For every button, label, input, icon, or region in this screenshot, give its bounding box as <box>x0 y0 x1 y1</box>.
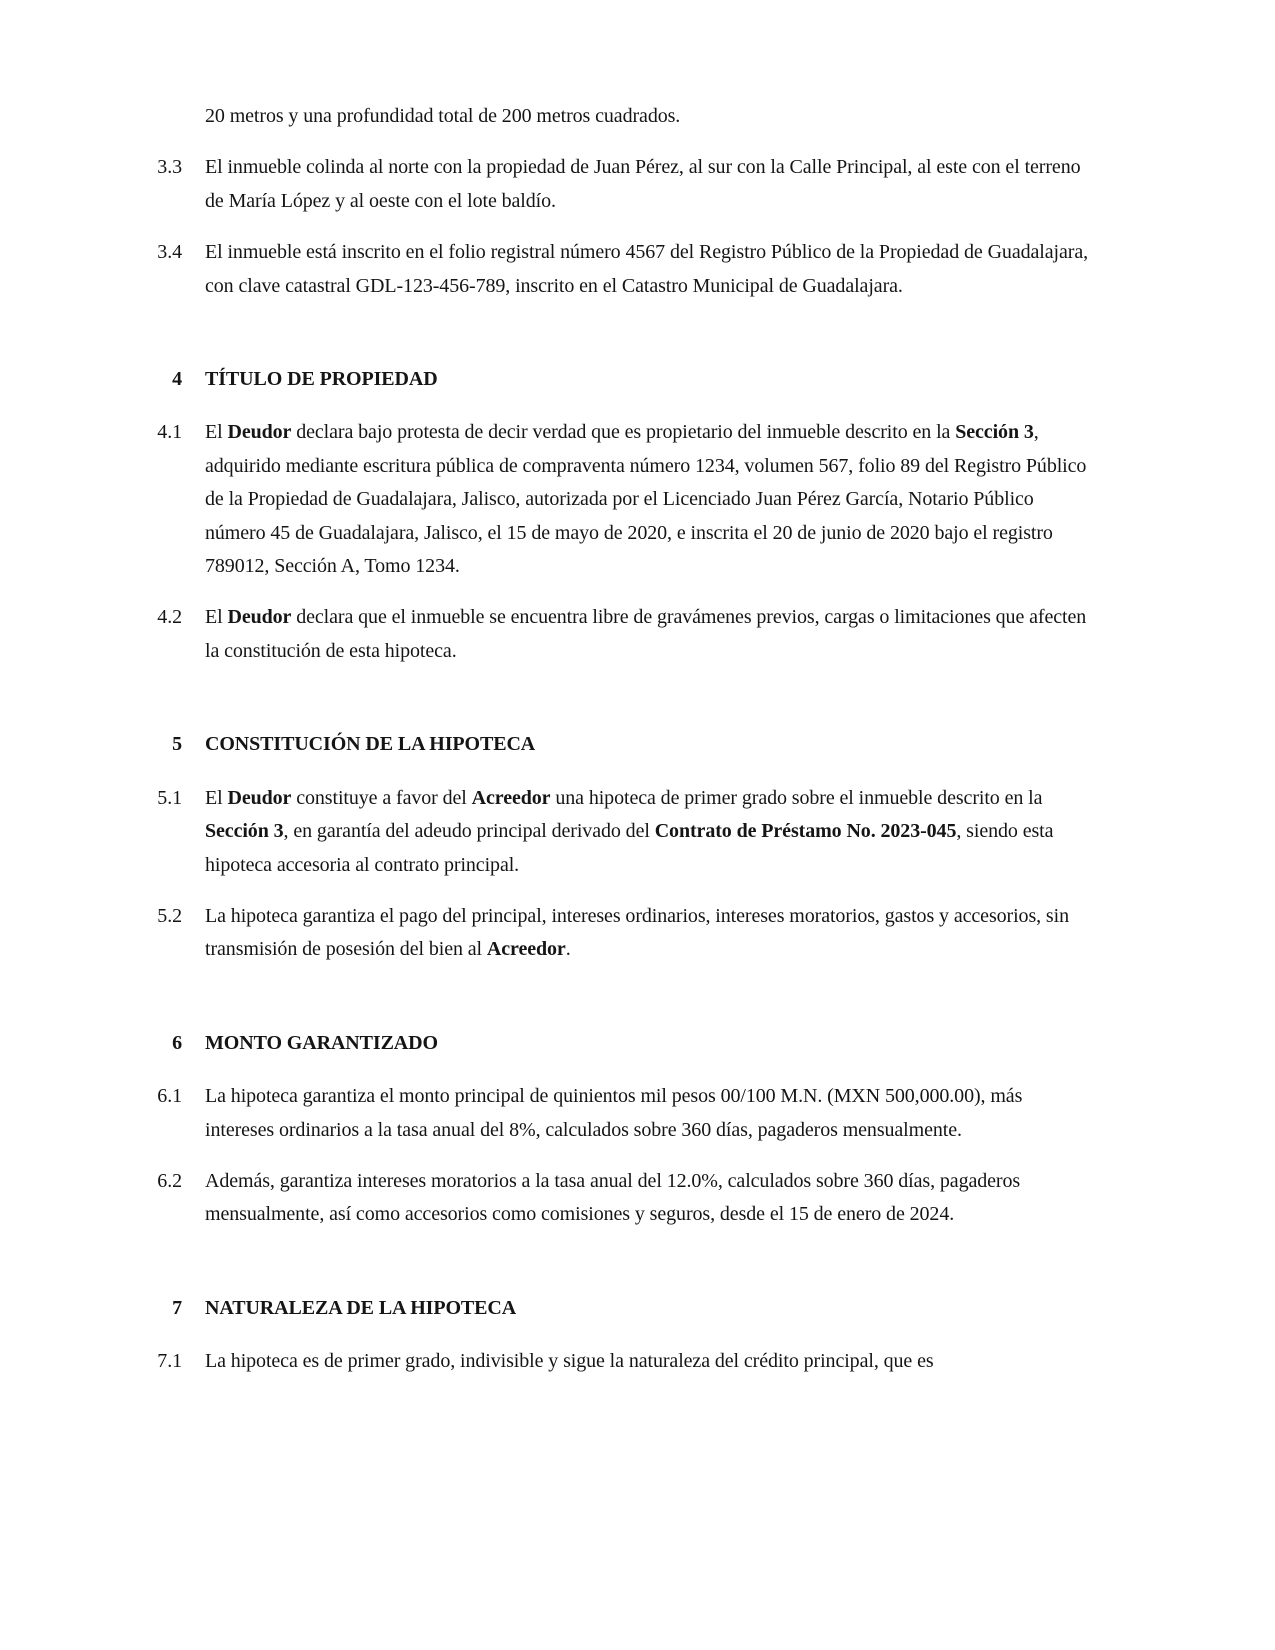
item-number: 7 <box>172 1296 182 1319</box>
clause-6.2 <box>0 1165 1095 1232</box>
item-number: 6.1 <box>157 1085 182 1108</box>
item-number: 4.2 <box>157 606 182 629</box>
item-text: El Deudor declara que el inmueble se encuentra libre de gravámenes previos, cargas o limitaciones que afecten la constitución de esta hipoteca. <box>205 606 1087 662</box>
section-heading-5 <box>0 728 1095 761</box>
item-text: MONTO GARANTIZADO <box>205 1031 438 1054</box>
clause-3.4 <box>0 236 1095 303</box>
clause-4.2 <box>0 601 1095 668</box>
item-text: El Deudor declara bajo protesta de decir verdad que es propietario del inmueble descrito en la Sección 3, adquirido mediante escritura pública de compraventa número 1234, volumen 567, folio 89 del Registro Público de la Propiedad de Guadalajara, Jalisco, autorizada por el Licenciado Juan Pérez García, Notario Público número 45 de Guadalajara, Jalisco, el 15 de mayo de 2020, e inscrita el 20 de junio de 2020 bajo el registro 789012, Sección A, Tomo 1234. <box>205 421 1087 578</box>
item-number: 5 <box>172 733 182 756</box>
section-heading-7 <box>0 1292 1095 1325</box>
item-number: 3.3 <box>157 156 182 179</box>
item-text: La hipoteca garantiza el pago del principal, intereses ordinarios, intereses moratorios, gastos y accesorios, sin transmisión de posesión del bien al Acreedor. <box>205 904 1069 961</box>
section-heading-4 <box>0 363 1095 396</box>
item-number: 5.1 <box>157 786 182 809</box>
item-number: 5.2 <box>157 904 182 927</box>
section-heading-6 <box>0 1027 1095 1060</box>
clause-7.1 <box>0 1345 1095 1378</box>
item-number: 7.1 <box>157 1350 182 1373</box>
document-body <box>0 100 1275 1397</box>
item-number: 3.4 <box>157 241 182 264</box>
item-text: NATURALEZA DE LA HIPOTECA <box>205 1296 517 1319</box>
item-number: 6.2 <box>157 1169 182 1192</box>
item-number: 6 <box>172 1031 182 1054</box>
item-text: Además, garantiza intereses moratorios a la tasa anual del 12.0%, calculados sobre 360 días, pagaderos mensualmente, así como accesorios como comisiones y seguros, desde el 15 de enero de 2024. <box>205 1169 1021 1226</box>
clause-3.3 <box>0 151 1095 218</box>
item-text: El Deudor constituye a favor del Acreedor una hipoteca de primer grado sobre el inmueble descrito en la Sección 3, en garantía del adeudo principal derivado del Contrato de Préstamo No. 2023-045, siendo esta hipoteca accesoria al contrato principal. <box>205 786 1054 876</box>
item-text: La hipoteca garantiza el monto principal de quinientos mil pesos 00/100 M.N. (MXN 500,000.00), más intereses ordinarios a la tasa anual del 8%, calculados sobre 360 días, pagaderos mensualmente. <box>205 1085 1023 1141</box>
item-text: El inmueble colinda al norte con la propiedad de Juan Pérez, al sur con la Calle Principal, al este con el terreno de María López y al oeste con el lote baldío. <box>205 156 1081 212</box>
item-text: El inmueble está inscrito en el folio registral número 4567 del Registro Público de la Propiedad de Guadalajara, con clave catastral GDL-123-456-789, inscrito en el Catastro Municipal de Guadalajara. <box>205 241 1088 297</box>
clause-6.1 <box>0 1080 1095 1147</box>
clause-5.2 <box>0 900 1095 967</box>
item-text: La hipoteca es de primer grado, indivisible y sigue la naturaleza del crédito principal, que es <box>205 1350 934 1373</box>
item-number: 4 <box>172 368 182 391</box>
paragraph-continuation <box>0 100 1095 133</box>
clause-4.1 <box>0 416 1095 583</box>
clause-5.1 <box>0 782 1095 882</box>
item-text: CONSTITUCIÓN DE LA HIPOTECA <box>205 733 536 756</box>
item-text: 20 metros y una profundidad total de 200 metros cuadrados. <box>205 105 681 127</box>
item-number: 4.1 <box>157 421 182 444</box>
item-text: TÍTULO DE PROPIEDAD <box>205 368 438 391</box>
